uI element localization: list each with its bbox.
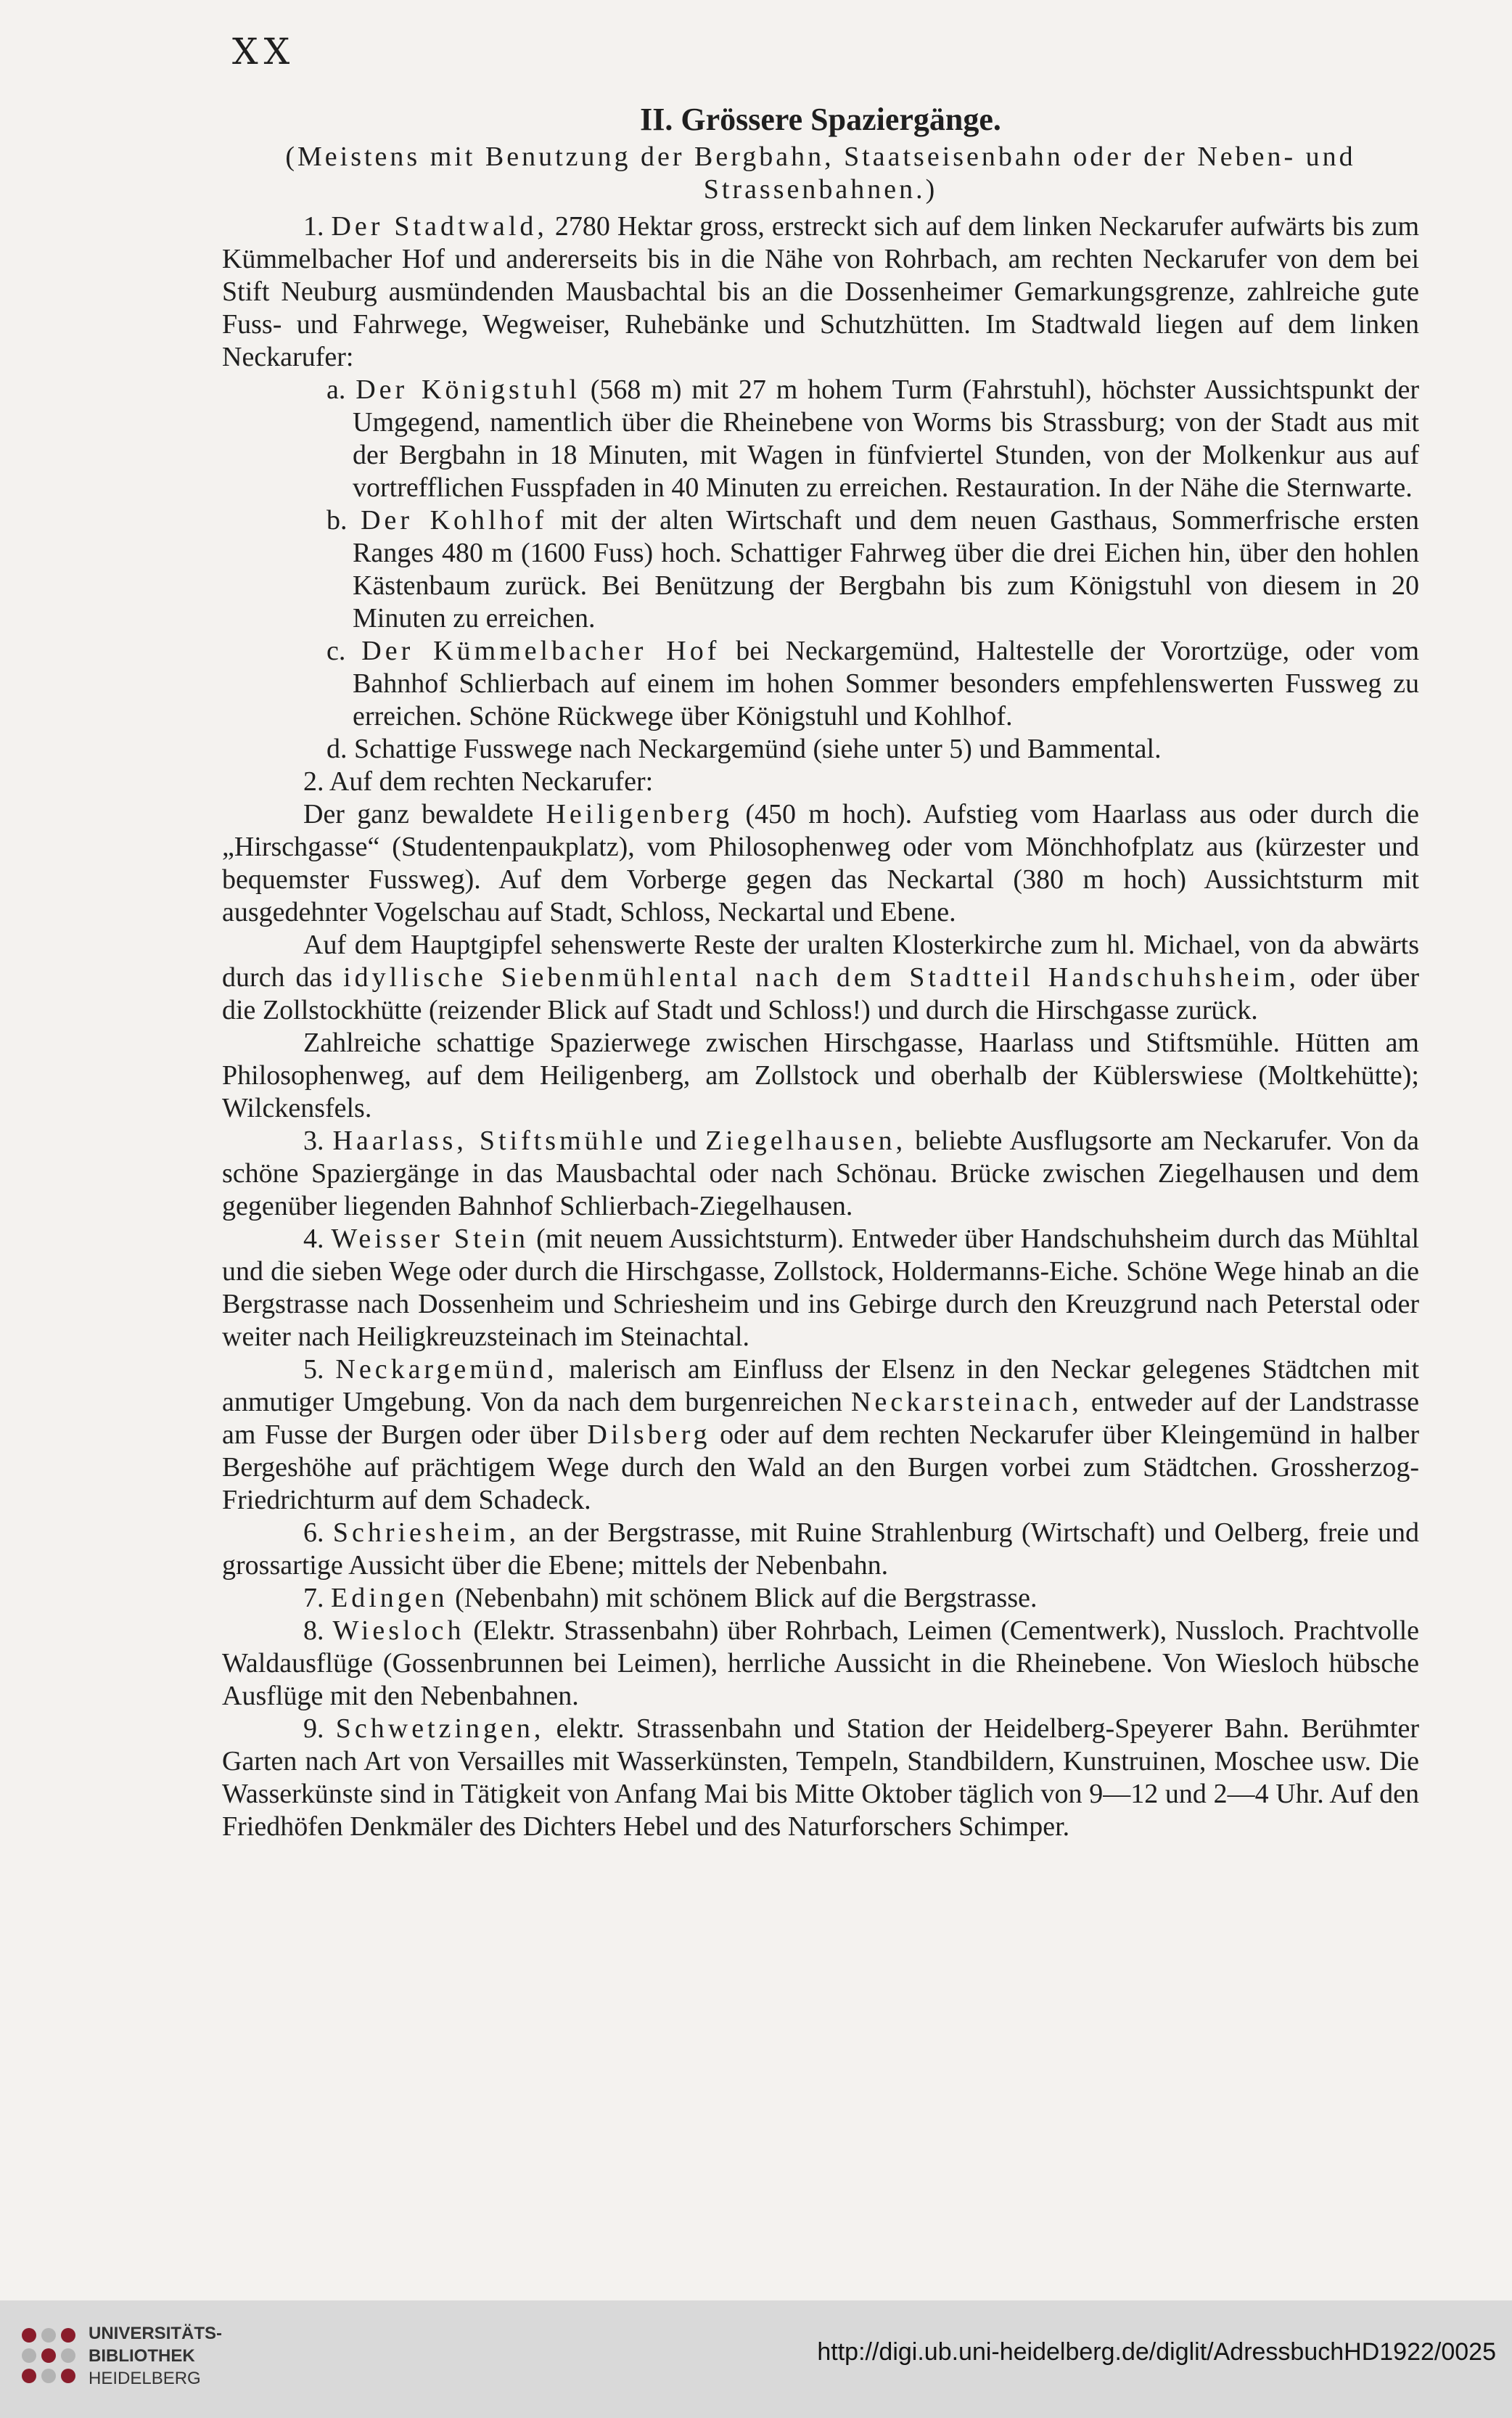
subentry-kuemmelbacher-hof [222,635,1419,733]
paragraph-text: (450 m hoch). Aufstieg vom Haarlass aus oder durch die „Hirschgasse“ (Studentenpaukplatz), vom Philosophenweg oder vom Mönchhofplatz aus (kürzester und bequemster Fussweg). Auf dem Vorberge gegen das Neckartal (380 m hoch) Aussichtsturm mit ausgedehnter Vogelschau auf Stadt, Schloss, Neckartal und Ebene. [222,799,1420,927]
footer-bar [0,2300,1512,2418]
entry-schwetzingen [222,1713,1419,1843]
entry-title: Haarlass, Stiftsmühle [332,1126,647,1156]
subentry-title: Der Kümmelbacher Hof [361,636,720,666]
entry-number: 7. [303,1583,324,1613]
place-name: Neckarsteinach, [851,1387,1082,1417]
entry-number: 1. [303,211,324,242]
entry-title: Ziegelhausen, [705,1126,907,1156]
entry-wiesloch [222,1615,1419,1713]
entry-stadtwald [222,210,1419,374]
entry-title: Auf dem rechten Neckarufer: [329,766,654,797]
subentry-title: Der Königstuhl [356,374,580,405]
subentry-fusswege [222,733,1419,766]
paragraph-text: Zahlreiche schattige Spazierwege zwischen Hirschgasse, Haarlass und Stiftsmühle. Hütten am Philosophenweg, auf dem Heiligenberg, am Zollstock und oberhalb der Küblerswiese (Moltkehütte); Wilckensfels. [222,1028,1419,1123]
entry-weisser-stein [222,1223,1419,1353]
subentry-letter: b. [326,505,348,536]
section-heading: II. Grössere Spaziergänge. [640,102,1001,137]
subentry-text: Schattige Fusswege nach Neckargemünd (siehe unter 5) und Bammental. [354,734,1162,764]
library-name [89,2322,222,2390]
entry-schriesheim [222,1517,1419,1582]
entry-number: 6. [303,1517,324,1548]
library-logo-icon [16,2322,81,2389]
entry-text: beliebte Ausflugsorte am Neckarufer. Von da schöne Spaziergänge in das Mausbachtal oder nach Schönau. Brücke zwischen Ziegelhausen und dem gegenüber liegenden Bahnhof Schlierbach-Ziegelhausen. [222,1126,1420,1221]
place-name: Dilsberg [587,1419,711,1450]
subentry-text: mit der alten Wirtschaft und dem neuen Gasthaus, Sommerfrische ersten Ranges 480 m (1600 Fuss) hoch. Schattiger Fahrweg über die drei Eichen hin, über den hohlen Kästenbaum zurück. Bei Benützung der Bergbahn bis zum Königstuhl von diesem in 20 Minuten zu erreichen. [353,505,1420,634]
entry-title: Edingen [331,1583,448,1613]
entry-text: (Elektr. Strassenbahn) über Rohrbach, Leimen (Cementwerk), Nussloch. Prachtvolle Waldausflüge (Gossenbrunnen bei Leimen), herrliche Aussicht in die Rheinebene. Von Wiesloch hübsche Ausflüge mit den Nebenbahnen. [222,1615,1420,1711]
subentry-text: bei Neckargemünd, Haltestelle der Vorortzüge, oder vom Bahnhof Schlierbach auf einem im hohen Sommer besonders empfehlenswerten Fussweg zu erreichen. Schöne Rückwege über Königstuhl und Kohlhof. [353,636,1420,731]
subentry-letter: a. [326,374,346,405]
entry-neckargemuend [222,1353,1419,1517]
entry-text: malerisch am Einfluss der Elsenz in den Neckar gelegenes Städtchen mit anmutiger Umgebung. Von da nach dem burgenreichen [222,1354,1420,1417]
library-name-line: HEIDELBERG [89,2369,201,2388]
subentry-letter: c. [326,636,346,666]
entry-title: Wiesloch [332,1615,465,1646]
entry-title: Neckargemünd, [335,1354,558,1385]
paragraph-spazierwege [222,1027,1419,1125]
paragraph-text: Der ganz bewaldete [303,799,534,829]
entry-text: (mit neuem Aussichtsturm). Entweder über Handschuhsheim durch das Mühltal und die sieben Wege oder durch die Hirschgasse, Zollstock, Holdermanns-Eiche. Schöne Wege hinab an die Bergstrasse nach Dossenheim und Schriesheim und ins Gebirge durch den Kreuzgrund nach Peterstal oder weiter nach Heiligkreuzsteinach im Steinachtal. [222,1224,1419,1352]
entry-haarlass [222,1125,1419,1223]
entry-number: 5. [303,1354,324,1385]
entry-text: (Nebenbahn) mit schönem Blick auf die Bergstrasse. [455,1583,1038,1613]
entry-title: Schwetzingen, [335,1713,545,1744]
entry-text: und [655,1126,697,1156]
subentry-letter: d. [326,734,348,764]
page-number: XX [232,30,296,73]
subentry-koenigstuhl [222,374,1419,504]
entry-title: Der Stadtwald, [331,211,548,242]
entry-text: entweder auf der Landstrasse am Fusse der Burgen oder über [222,1387,1420,1450]
paragraph-text: oder über die Zollstockhütte (reizender Blick auf Stadt und Schloss!) und durch die Hirschgasse zurück. [222,962,1419,1025]
place-name: Heiligenberg [546,799,734,829]
subentry-title: Der Kohlhof [361,505,548,536]
entry-rechtes-neckarufer [222,766,1419,798]
paragraph-text: Auf dem Hauptgipfel sehenswerte Reste der uralten Klosterkirche zum hl. Michael, von da abwärts durch das [222,930,1419,993]
page-body [222,102,1419,1843]
subentry-kohlhof [222,504,1419,635]
entry-number: 3. [303,1126,324,1156]
entry-number: 4. [303,1224,324,1254]
entry-title: Schriesheim, [332,1517,520,1548]
entry-text: 2780 Hektar gross, erstreckt sich auf dem linken Neckarufer aufwärts bis zum Kümmelbacher Hof und andererseits bis in die Nähe von Rohrbach, am rechten Neckarufer von dem bei Stift Neuburg ausmündenden Mausbachtal bis an die Dossenheimer Gemarkungsgrenze, zahlreiche gute Fuss- und Fahrwege, Wegweiser, Ruhebänke und Schutzhütten. Im Stadtwald liegen auf dem linken Neckarufer: [222,211,1420,372]
library-name-line: BIBLIOTHEK [89,2346,195,2366]
entry-number: 8. [303,1615,324,1646]
entry-text: an der Bergstrasse, mit Ruine Strahlenburg (Wirtschaft) und Oelberg, freie und grossartige Aussicht über die Ebene; mittels der Nebenbahn. [222,1517,1420,1581]
paragraph-heiligenberg [222,798,1419,929]
place-name: idyllische Siebenmühlental nach dem Stadtteil Handschuhsheim, [343,962,1300,993]
paragraph-hauptgipfel [222,929,1419,1027]
subentry-text: (568 m) mit 27 m hohem Turm (Fahrstuhl), höchster Aussichtspunkt der Umgegend, namentlich über die Rheinebene von Worms bis Strassburg; von der Stadt aus mit der Bergbahn in 18 Minuten, mit Wagen in fünfviertel Stunden, von der Molkenkur aus auf vortrefflichen Fusspfaden in 40 Minuten zu erreichen. Restauration. In der Nähe die Sternwarte. [353,374,1419,503]
library-name-line: UNIVERSITÄTS- [89,2324,223,2343]
entry-title: Weisser Stein [331,1224,530,1254]
entry-edingen [222,1582,1419,1615]
source-url-link[interactable]: http://digi.ub.uni-heidelberg.de/diglit/AdressbuchHD1922/0025 [817,2338,1496,2366]
section-subheading: (Meistens mit Benutzung der Bergbahn, Staatseisenbahn oder der Neben- und Strassenbahnen.) [285,142,1356,205]
entry-number: 9. [303,1713,324,1744]
entry-text: elektr. Strassenbahn und Station der Heidelberg-Speyerer Bahn. Berühmter Garten nach Art von Versailles mit Wasserkünsten, Tempeln, Standbildern, Kunstruinen, Moschee usw. Die Wasserkünste sind in Tätigkeit von Anfang Mai bis Mitte Oktober täglich von 9—12 und 2—4 Uhr. Auf den Friedhöfen Denkmäler des Dichters Hebel und des Naturforschers Schimper. [222,1713,1420,1842]
entry-number: 2. [303,766,324,797]
entry-text: oder auf dem rechten Neckarufer über Kleingemünd in halber Bergeshöhe auf prächtigem Wege durch den Wald an den Burgen vorbei zum Städtchen. Grossherzog-Friedrichturm auf dem Schadeck. [222,1419,1420,1515]
